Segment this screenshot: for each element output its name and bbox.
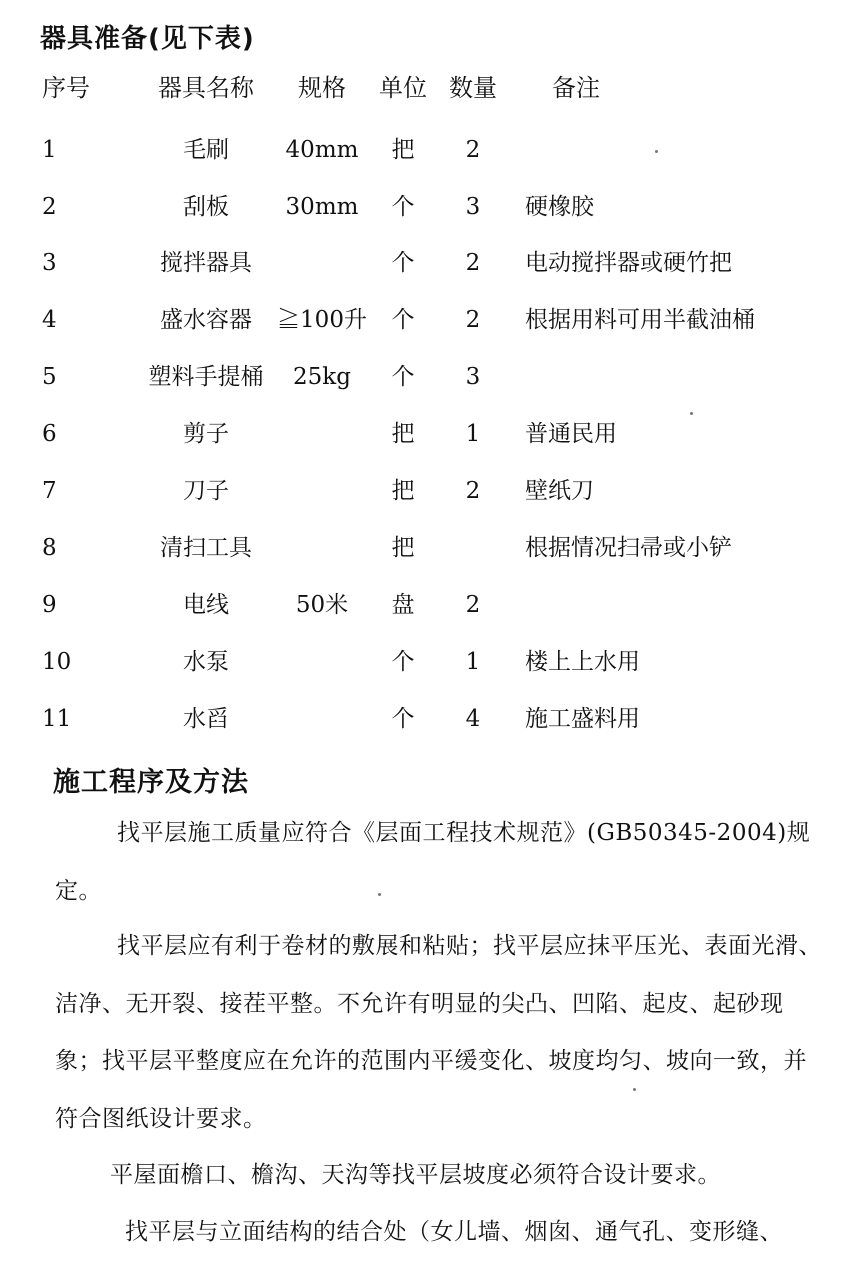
paragraph: 找平层与立面结构的结合处（女儿墙、烟囱、通气孔、变形缝、 [125, 1219, 783, 1245]
scan-speck [633, 1088, 636, 1091]
row-note: 楼上上水用 [525, 649, 640, 675]
row-unit: 把 [391, 478, 415, 504]
table-row [0, 130, 850, 170]
row-qty: 2 [465, 137, 481, 163]
table-row [0, 528, 850, 568]
row-no: 7 [42, 478, 57, 504]
row-no: 2 [42, 194, 57, 220]
row-no: 5 [42, 364, 57, 390]
row-no: 9 [42, 592, 57, 618]
header-unit: 单位 [379, 74, 427, 102]
row-name: 剪子 [183, 421, 229, 447]
row-name: 刀子 [183, 478, 229, 504]
row-name: 水舀 [183, 706, 229, 732]
paragraph: 平屋面檐口、檐沟、天沟等找平层坡度必须符合设计要求。 [110, 1162, 721, 1188]
row-qty: 1 [465, 649, 481, 675]
table-row [0, 357, 850, 397]
row-name: 塑料手提桶 [148, 364, 264, 390]
table-row [0, 585, 850, 625]
paragraph: 找平层应有利于卷材的敷展和粘贴；找平层应抹平压光、表面光滑、洁净、无开裂、接茬平整。不允许有明显的尖凸、凹陷、起皮、起砂现象；找平层平整度应在允许的范围内平缓变化、坡度均匀、坡向一致，并符合图纸设计要求。 [55, 933, 822, 1132]
row-spec: 50米 [295, 592, 349, 618]
row-qty: 1 [465, 421, 481, 447]
row-no: 3 [42, 250, 57, 276]
table-row [0, 414, 850, 454]
table-row [0, 187, 850, 227]
scan-speck [655, 150, 658, 153]
row-qty: 3 [465, 194, 481, 220]
row-qty: 2 [465, 250, 481, 276]
row-name: 搅拌器具 [160, 250, 252, 276]
row-qty: 2 [465, 592, 481, 618]
row-name: 清扫工具 [160, 535, 252, 561]
row-spec: 30mm [285, 194, 359, 220]
row-unit: 个 [391, 706, 415, 732]
table-row [0, 642, 850, 682]
row-spec: 25kg [293, 364, 351, 390]
row-no: 6 [42, 421, 57, 447]
row-no: 4 [42, 307, 57, 333]
row-spec: 40mm [285, 137, 359, 163]
row-no: 1 [42, 137, 57, 163]
row-qty: 2 [465, 307, 481, 333]
header-name: 器具名称 [158, 74, 254, 102]
row-note: 施工盛料用 [525, 706, 640, 732]
scan-speck [378, 893, 381, 896]
row-note: 根据用料可用半截油桶 [525, 307, 755, 333]
table-row [0, 243, 850, 283]
row-qty: 4 [465, 706, 481, 732]
row-note: 壁纸刀 [525, 478, 594, 504]
row-spec: ≧100升 [277, 307, 367, 333]
row-name: 盛水容器 [160, 307, 252, 333]
row-no: 10 [42, 649, 72, 675]
row-unit: 个 [391, 649, 415, 675]
header-no: 序号 [42, 74, 90, 102]
row-note: 根据情况扫帚或小铲 [525, 535, 732, 561]
row-note: 普通民用 [525, 421, 617, 447]
row-unit: 个 [391, 250, 415, 276]
row-unit: 把 [391, 137, 415, 163]
row-unit: 把 [391, 535, 415, 561]
scan-speck [690, 412, 693, 415]
row-qty: 3 [465, 364, 481, 390]
table-row [0, 300, 850, 340]
paragraph: 找平层施工质量应符合《层面工程技术规范》(GB50345-2004)规定。 [55, 820, 811, 904]
header-qty: 数量 [449, 74, 497, 102]
row-note: 硬橡胶 [525, 194, 594, 220]
row-name: 刮板 [183, 194, 229, 220]
row-no: 8 [42, 535, 57, 561]
header-note: 备注 [552, 74, 600, 102]
row-name: 电线 [183, 592, 229, 618]
row-note: 电动搅拌器或硬竹把 [525, 250, 732, 276]
section-title-procedure: 施工程序及方法 [53, 767, 249, 798]
row-unit: 把 [391, 421, 415, 447]
row-unit: 个 [391, 307, 415, 333]
table-header [0, 68, 850, 108]
row-name: 水泵 [183, 649, 229, 675]
header-spec: 规格 [298, 74, 346, 102]
row-name: 毛刷 [183, 137, 229, 163]
row-unit: 个 [391, 194, 415, 220]
row-unit: 盘 [391, 592, 415, 618]
row-no: 11 [42, 706, 72, 732]
section-title-equipment: 器具准备(见下表) [40, 24, 255, 54]
row-unit: 个 [391, 364, 415, 390]
row-qty: 2 [465, 478, 481, 504]
table-row [0, 699, 850, 739]
table-row [0, 471, 850, 511]
